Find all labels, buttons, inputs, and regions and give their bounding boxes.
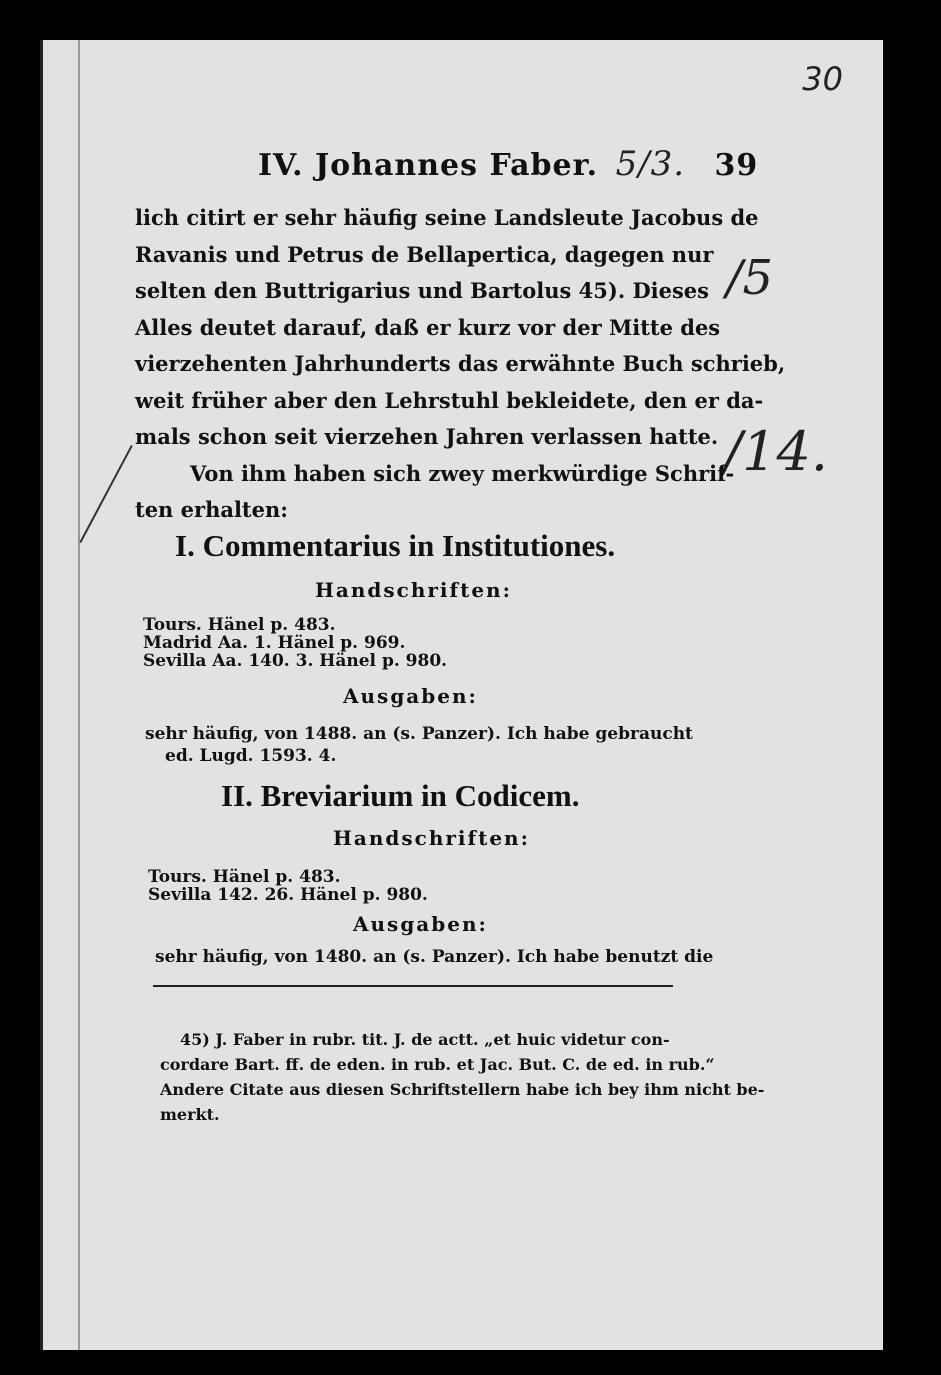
- page-header: [258, 144, 758, 184]
- footnote-rule: [153, 985, 673, 987]
- section-1-manuscripts: [143, 616, 447, 670]
- document-page: [40, 40, 883, 1350]
- body-line: vierzehenten Jahrhunderts das erwähnte Buch schrieb,: [135, 351, 786, 376]
- edition-line: sehr häufig, von 1480. an (s. Panzer). Ich habe benutzt die: [155, 947, 714, 967]
- footnote-line: cordare Bart. ff. de eden. in rub. et Jac. But. C. de ed. in rub.“: [160, 1055, 715, 1074]
- footnote-line: merkt.: [160, 1105, 220, 1124]
- edition-line: ed. Lugd. 1593. 4.: [165, 746, 337, 766]
- section-1-ausgaben-label: Ausgaben:: [343, 684, 478, 708]
- page-number: 39: [714, 148, 759, 183]
- manuscript-entry: Tours. Hänel p. 483.: [148, 867, 341, 887]
- manuscript-entry: Tours. Hänel p. 483.: [143, 615, 336, 635]
- section-1-handschriften-label: Handschriften:: [315, 578, 512, 602]
- handwritten-header-mark: 5/3.: [615, 144, 686, 184]
- handwritten-page-number: 30: [802, 60, 843, 98]
- manuscript-entry: Sevilla Aa. 140. 3. Hänel p. 980.: [143, 651, 448, 671]
- body-line: mals schon seit vierzehen Jahren verlassen hatte.: [135, 424, 719, 449]
- manuscript-entry: Sevilla 142. 26. Hänel p. 980.: [148, 885, 428, 905]
- body-line: Ravanis und Petrus de Bellapertica, dagegen nur: [135, 241, 714, 267]
- manuscript-entry: Madrid Aa. 1. Hänel p. 969.: [143, 633, 406, 653]
- body-line: weit früher aber den Lehrstuhl bekleidete, den er da-: [135, 387, 764, 413]
- section-2-title: II. Breviarium in Codicem.: [221, 778, 580, 813]
- handwritten-slash-mark: [79, 445, 132, 543]
- footnote-line: 45) J. Faber in rubr. tit. J. de actt. „et huic videtur con-: [180, 1030, 670, 1049]
- section-2-ausgaben-label: Ausgaben:: [353, 912, 488, 936]
- section-1-editions: [145, 723, 693, 767]
- handwritten-margin-note-1: /5: [726, 250, 773, 306]
- section-2-editions: [155, 946, 713, 968]
- body-line: ten erhalten:: [135, 497, 288, 522]
- section-2-manuscripts: [148, 868, 428, 904]
- body-line: Von ihm haben sich zwey merkwürdige Schrif-: [190, 460, 735, 486]
- body-line: lich citirt er sehr häufig seine Landsleute Jacobus de: [135, 205, 759, 230]
- edition-line: sehr häufig, von 1488. an (s. Panzer). Ich habe gebraucht: [145, 724, 693, 744]
- body-line: selten den Buttrigarius und Bartolus 45). Dieses: [135, 278, 709, 303]
- footnote-line: Andere Citate aus diesen Schriftstellern habe ich bey ihm nicht be-: [160, 1080, 765, 1099]
- footnote: [160, 1027, 765, 1127]
- header-title: IV. Johannes Faber.: [258, 148, 599, 183]
- section-2-handschriften-label: Handschriften:: [333, 826, 530, 850]
- handwritten-margin-note-2: /14.: [723, 420, 828, 483]
- section-1-title: I. Commentarius in Institutiones.: [175, 528, 616, 563]
- body-line: Alles deutet darauf, daß er kurz vor der Mitte des: [135, 314, 721, 340]
